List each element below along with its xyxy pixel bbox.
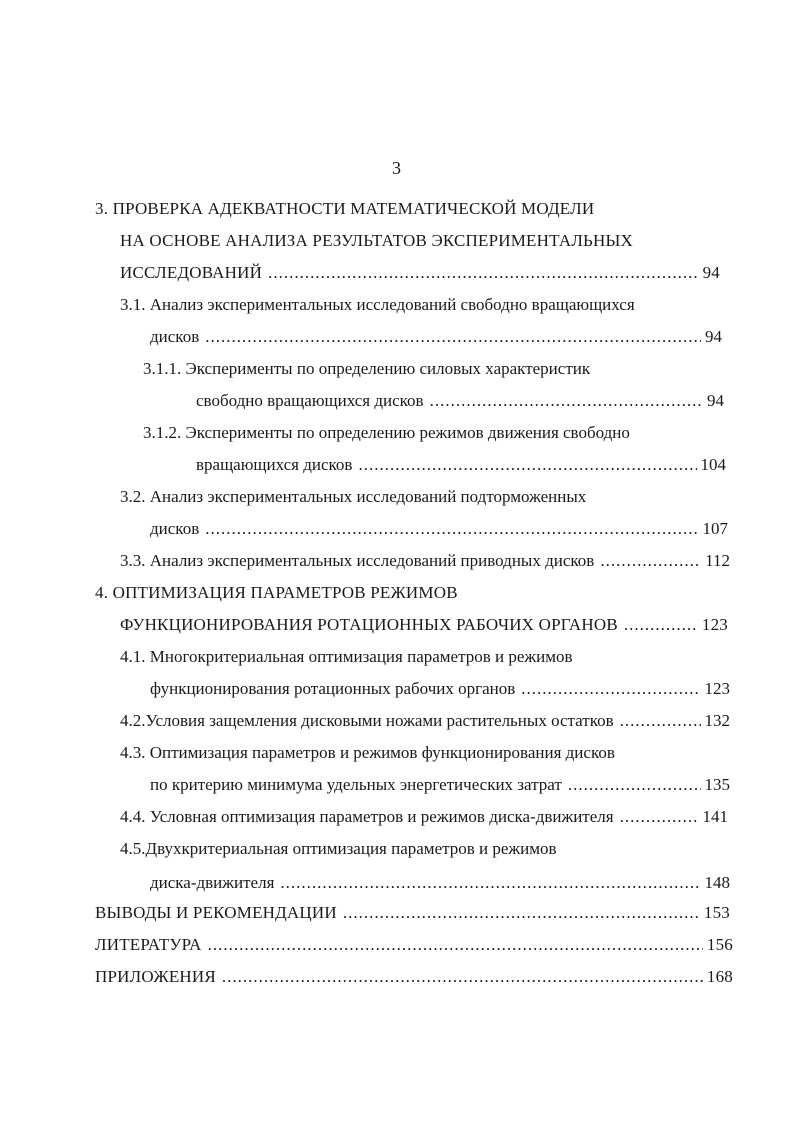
toc-section-3-1-1-line-2: свободно вращающихся дисков xyxy=(196,391,424,410)
toc-section-3-1-2-line-2: вращающихся дисков xyxy=(196,455,353,474)
page-number: 3 xyxy=(392,158,401,178)
toc-section-3-1-1-page: 94 xyxy=(707,391,724,410)
toc-conclusions-entry xyxy=(95,902,730,924)
toc-section-3-1-1-entry xyxy=(196,390,724,412)
toc-section-3-1-2-entry xyxy=(196,454,726,476)
toc-section-3-3-page: 112 xyxy=(705,551,730,570)
toc-conclusions-page: 153 xyxy=(703,903,730,922)
dot-leader xyxy=(568,774,701,796)
toc-section-3-2-page: 107 xyxy=(702,519,728,538)
toc-chapter-3-title-line-2: НА ОСНОВЕ АНАЛИЗА РЕЗУЛЬТАТОВ ЭКСПЕРИМЕНТАЛЬНЫХ xyxy=(120,231,633,250)
toc-section-3-3-entry xyxy=(120,550,730,572)
toc-section-4-4-page: 141 xyxy=(702,807,728,826)
dot-leader xyxy=(600,550,701,572)
toc-section-4-5-entry xyxy=(150,872,730,894)
toc-section-3-1-2-line-1: 3.1.2. Эксперименты по определению режимов движения свободно xyxy=(143,423,630,442)
toc-chapter-3-title-line-3: ИССЛЕДОВАНИЙ xyxy=(120,263,263,282)
dot-leader xyxy=(521,678,700,700)
toc-section-4-3-page: 135 xyxy=(704,775,730,794)
dot-leader xyxy=(222,966,703,988)
toc-section-4-2-page: 132 xyxy=(704,711,730,730)
toc-literature-page: 156 xyxy=(706,935,733,954)
toc-chapter-3-page: 94 xyxy=(702,263,720,282)
dot-leader xyxy=(430,390,703,412)
toc-chapter-4-page: 123 xyxy=(701,615,728,634)
dot-leader xyxy=(205,326,701,348)
toc-section-4-2-entry xyxy=(120,710,730,732)
toc-section-4-1-page: 123 xyxy=(704,679,730,698)
dot-leader xyxy=(280,872,700,894)
toc-section-4-3-entry xyxy=(150,774,730,796)
toc-section-4-3-line-1: 4.3. Оптимизация параметров и режимов функционирования дисков xyxy=(120,743,615,762)
toc-section-4-5-line-2: диска-движителя xyxy=(150,873,275,892)
toc-chapter-4-entry xyxy=(120,614,728,636)
dot-leader xyxy=(620,806,699,828)
toc-literature-title: ЛИТЕРАТУРА xyxy=(95,935,202,954)
dot-leader xyxy=(358,454,696,476)
toc-section-3-2-entry xyxy=(150,518,728,540)
toc-section-4-5-line-1: 4.5.Двухкритериальная оптимизация параметров и режимов xyxy=(120,839,557,858)
toc-chapter-4-title-line-2: ФУНКЦИОНИРОВАНИЯ РОТАЦИОННЫХ РАБОЧИХ ОРГАНОВ xyxy=(120,615,618,634)
dot-leader xyxy=(620,710,701,732)
toc-conclusions-title: ВЫВОДЫ И РЕКОМЕНДАЦИИ xyxy=(95,903,337,922)
toc-literature-entry xyxy=(95,934,733,956)
dot-leader xyxy=(343,902,700,924)
toc-section-4-4-entry xyxy=(120,806,728,828)
toc-section-3-1-1-line-1: 3.1.1. Эксперименты по определению силовых характеристик xyxy=(143,359,591,378)
toc-section-4-1-entry xyxy=(150,678,730,700)
toc-appendices-entry xyxy=(95,966,733,988)
toc-section-3-1-page: 94 xyxy=(705,327,722,346)
toc-section-3-1-entry xyxy=(150,326,722,348)
toc-appendices-page: 168 xyxy=(706,967,733,986)
toc-chapter-4-title-line-1: 4. ОПТИМИЗАЦИЯ ПАРАМЕТРОВ РЕЖИМОВ xyxy=(95,583,458,602)
toc-section-3-3-title: 3.3. Анализ экспериментальных исследований приводных дисков xyxy=(120,551,595,570)
toc-section-4-2-title: 4.2.Условия защемления дисковыми ножами растительных остатков xyxy=(120,711,614,730)
toc-section-4-5-page: 148 xyxy=(704,873,730,892)
dot-leader xyxy=(205,518,698,540)
dot-leader xyxy=(624,614,698,636)
toc-section-3-1-2-page: 104 xyxy=(700,455,726,474)
toc-chapter-3-entry xyxy=(120,262,720,284)
toc-section-4-1-line-2: функционирования ротационных рабочих органов xyxy=(150,679,516,698)
toc-section-4-3-line-2: по критерию минимума удельных энергетических затрат xyxy=(150,775,562,794)
toc-section-3-1-line-2: дисков xyxy=(150,327,200,346)
toc-section-3-2-line-2: дисков xyxy=(150,519,200,538)
toc-section-3-1-line-1: 3.1. Анализ экспериментальных исследований свободно вращающихся xyxy=(120,295,635,314)
toc-chapter-3-title-line-1: 3. ПРОВЕРКА АДЕКВАТНОСТИ МАТЕМАТИЧЕСКОЙ МОДЕЛИ xyxy=(95,199,595,218)
dot-leader xyxy=(268,262,698,284)
toc-appendices-title: ПРИЛОЖЕНИЯ xyxy=(95,967,216,986)
toc-section-3-2-line-1: 3.2. Анализ экспериментальных исследований подторможенных xyxy=(120,487,587,506)
dot-leader xyxy=(208,934,703,956)
toc-section-4-1-line-1: 4.1. Многокритериальная оптимизация параметров и режимов xyxy=(120,647,573,666)
toc-section-4-4-title: 4.4. Условная оптимизация параметров и режимов диска-движителя xyxy=(120,807,614,826)
